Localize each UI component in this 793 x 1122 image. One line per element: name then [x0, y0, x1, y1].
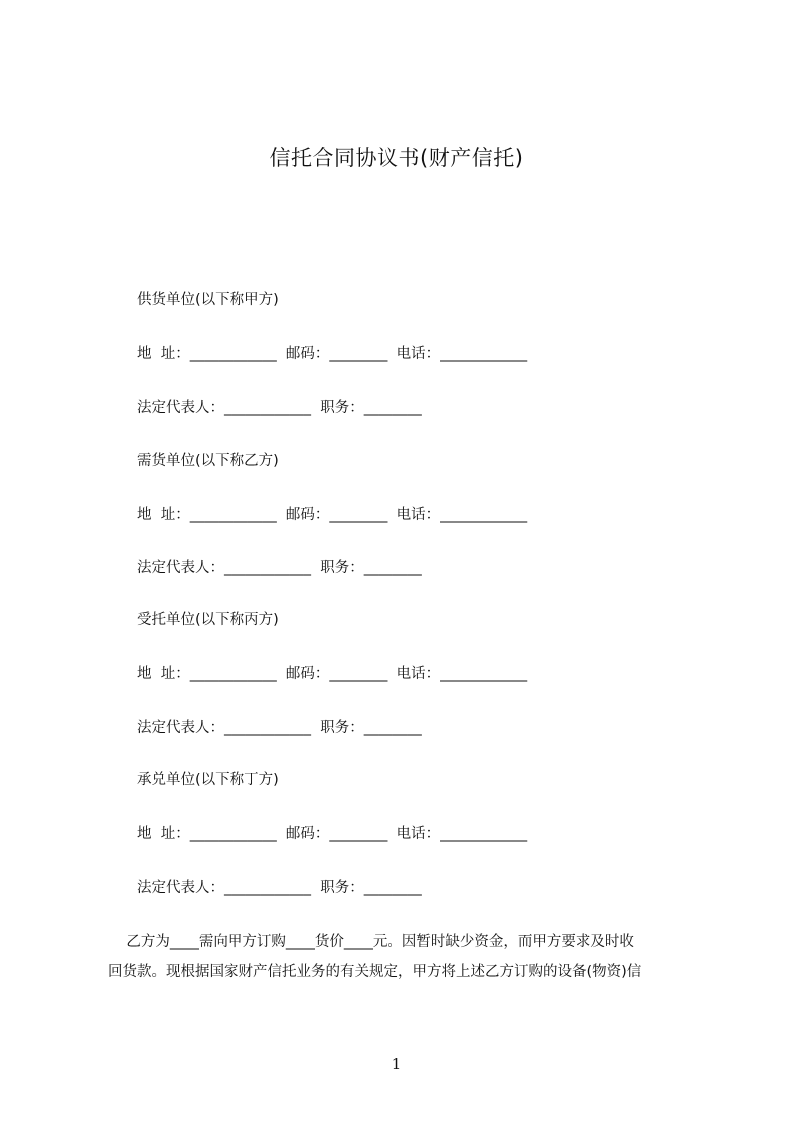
body-paragraph-line-1: 乙方为____需向甲方订购____货价____元。因暂时缺少资金，而甲方要求及时收	[108, 934, 634, 950]
party-d-representative-line: 法定代表人：____________ 职务：________	[137, 880, 422, 896]
page-number: 1	[391, 1055, 402, 1073]
section-heading-party-a: 供货单位(以下称甲方)	[137, 292, 279, 308]
party-b-representative-line: 法定代表人：____________ 职务：________	[137, 560, 422, 576]
party-a-representative-line: 法定代表人：____________ 职务：________	[137, 400, 422, 416]
party-c-representative-line: 法定代表人：____________ 职务：________	[137, 720, 422, 736]
document-title: 信托合同协议书(财产信托)	[269, 146, 524, 170]
section-heading-party-c: 受托单位(以下称丙方)	[137, 612, 279, 628]
party-c-address-line: 地 址：____________ 邮码：________ 电话：____________	[137, 666, 528, 682]
section-heading-party-d: 承兑单位(以下称丁方)	[137, 772, 279, 788]
party-b-address-line: 地 址：____________ 邮码：________ 电话：____________	[137, 507, 528, 523]
party-a-address-line: 地 址：____________ 邮码：________ 电话：____________	[137, 346, 528, 362]
party-d-address-line: 地 址：____________ 邮码：________ 电话：____________	[137, 826, 528, 842]
body-paragraph-line-2: 回货款。现根据国家财产信托业务的有关规定，甲方将上述乙方订购的设备(物资)信	[108, 964, 642, 980]
section-heading-party-b: 需货单位(以下称乙方)	[137, 453, 279, 469]
